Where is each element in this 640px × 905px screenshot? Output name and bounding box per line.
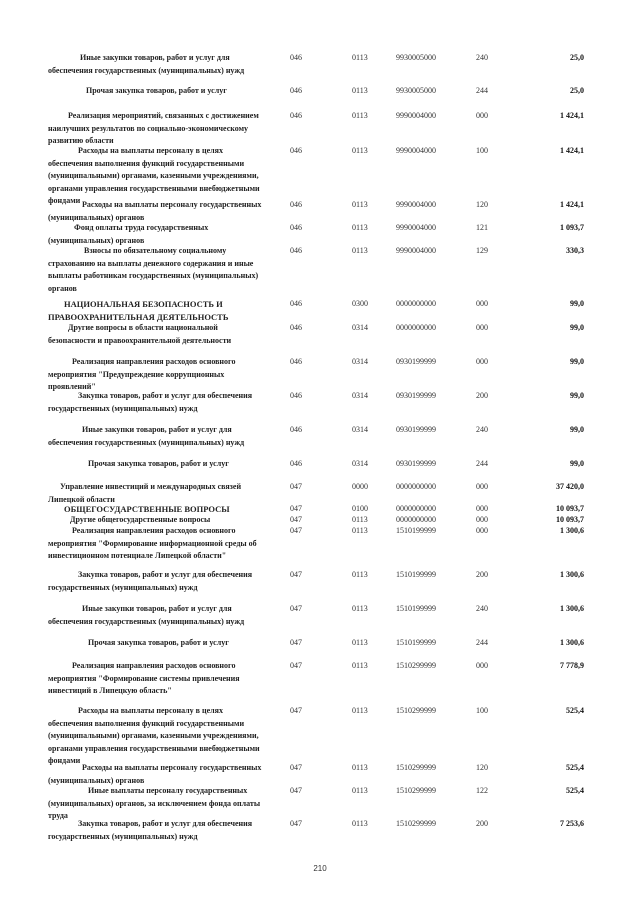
row-name: Иные выплаты персоналу государственных (муниципальных) органов, за исключением фонда оплаты труда [48, 786, 261, 820]
row-name: Реализация направления расходов основного мероприятия "Формирование информационной среды об инвестиционном потенциале Липецкой области" [48, 526, 257, 560]
row-name: НАЦИОНАЛЬНАЯ БЕЗОПАСНОСТЬ И ПРАВООХРАНИТЕЛЬНАЯ ДЕЯТЕЛЬНОСТЬ [48, 299, 229, 322]
target-code: 1510199999 [396, 604, 436, 613]
expense-type-code: 200 [476, 570, 488, 579]
row-name: Другие вопросы в области национальной безопасности и правоохранительной деятельности [48, 323, 232, 345]
row-name: Иные закупки товаров, работ и услуг для обеспечения государственных (муниципальных) нужд [48, 53, 245, 75]
section-code: 0113 [352, 570, 368, 579]
section-code: 0113 [352, 786, 368, 795]
target-code: 1510299999 [396, 706, 436, 715]
row-name: Расходы на выплаты персоналу в целях обеспечения выполнения функций государственными (муниципальными) органами, казенными учреждениями, органами управления государственными внебюджетными фондами [48, 146, 260, 205]
expense-type-code: 244 [476, 638, 488, 647]
admin-code: 046 [290, 200, 302, 209]
expense-type-code: 120 [476, 763, 488, 772]
amount: 10 093,7 [556, 515, 584, 524]
admin-code: 046 [290, 223, 302, 232]
section-code: 0300 [352, 299, 368, 308]
section-code: 0113 [352, 53, 368, 62]
admin-code: 047 [290, 786, 302, 795]
expense-type-code: 240 [476, 604, 488, 613]
expense-type-code: 240 [476, 53, 488, 62]
admin-code: 046 [290, 246, 302, 255]
row-name: Фонд оплаты труда государственных (муниципальных) органов [48, 223, 209, 245]
admin-code: 047 [290, 570, 302, 579]
amount: 99,0 [570, 323, 584, 332]
section-code: 0314 [352, 391, 368, 400]
amount: 1 300,6 [560, 638, 584, 647]
admin-code: 046 [290, 425, 302, 434]
admin-code: 047 [290, 819, 302, 828]
expense-type-code: 100 [476, 706, 488, 715]
expense-type-code: 000 [476, 357, 488, 366]
expense-type-code: 000 [476, 515, 488, 524]
target-code: 9930005000 [396, 86, 436, 95]
expense-type-code: 100 [476, 146, 488, 155]
target-code: 9990004000 [396, 223, 436, 232]
row-name: Прочая закупка товаров, работ и услуг [88, 638, 229, 647]
expense-type-code: 000 [476, 323, 488, 332]
row-name: ОБЩЕГОСУДАРСТВЕННЫЕ ВОПРОСЫ [64, 504, 230, 514]
target-code: 0000000000 [396, 482, 436, 491]
expense-type-code: 121 [476, 223, 488, 232]
section-code: 0113 [352, 604, 368, 613]
amount: 25,0 [570, 53, 584, 62]
row-name: Другие общегосударственные вопросы [70, 515, 211, 524]
target-code: 0000000000 [396, 299, 436, 308]
admin-code: 046 [290, 53, 302, 62]
amount: 1 093,7 [560, 223, 584, 232]
section-code: 0314 [352, 459, 368, 468]
expense-type-code: 200 [476, 819, 488, 828]
amount: 1 300,6 [560, 526, 584, 535]
amount: 10 093,7 [556, 504, 584, 513]
admin-code: 046 [290, 146, 302, 155]
row-name: Реализация направления расходов основного мероприятия "Предупреждение коррупционных проявлений" [48, 357, 236, 391]
target-code: 0000000000 [396, 504, 436, 513]
expense-type-code: 122 [476, 786, 488, 795]
target-code: 0000000000 [396, 323, 436, 332]
amount: 1 424,1 [560, 111, 584, 120]
target-code: 1510199999 [396, 570, 436, 579]
section-code: 0113 [352, 246, 368, 255]
section-code: 0314 [352, 425, 368, 434]
amount: 1 300,6 [560, 570, 584, 579]
row-name: Реализация мероприятий, связанных с достижением наилучших результатов по социально-экономическому развитию области [48, 111, 259, 145]
section-code: 0113 [352, 763, 368, 772]
expense-type-code: 120 [476, 200, 488, 209]
expense-type-code: 000 [476, 661, 488, 670]
admin-code: 046 [290, 111, 302, 120]
row-name: Иные закупки товаров, работ и услуг для обеспечения государственных (муниципальных) нужд [48, 604, 245, 626]
expense-type-code: 000 [476, 299, 488, 308]
section-code: 0314 [352, 357, 368, 366]
row-name: Закупка товаров, работ и услуг для обеспечения государственных (муниципальных) нужд [48, 391, 253, 413]
section-code: 0113 [352, 819, 368, 828]
admin-code: 047 [290, 638, 302, 647]
row-name: Расходы на выплаты персоналу государственных (муниципальных) органов [48, 200, 262, 222]
row-name: Иные закупки товаров, работ и услуг для обеспечения государственных (муниципальных) нужд [48, 425, 245, 447]
amount: 525,4 [566, 763, 584, 772]
target-code: 1510299999 [396, 661, 436, 670]
target-code: 9990004000 [396, 200, 436, 209]
admin-code: 047 [290, 661, 302, 670]
amount: 1 300,6 [560, 604, 584, 613]
section-code: 0314 [352, 323, 368, 332]
amount: 99,0 [570, 425, 584, 434]
amount: 525,4 [566, 706, 584, 715]
section-code: 0113 [352, 661, 368, 670]
amount: 1 424,1 [560, 146, 584, 155]
admin-code: 047 [290, 515, 302, 524]
row-name: Реализация направления расходов основного мероприятия "Формирование системы привлечения инвестиций в Липецкую область" [48, 661, 240, 695]
target-code: 1510199999 [396, 638, 436, 647]
admin-code: 046 [290, 357, 302, 366]
target-code: 9990004000 [396, 146, 436, 155]
target-code: 1510299999 [396, 763, 436, 772]
target-code: 9990004000 [396, 111, 436, 120]
target-code: 0930199999 [396, 357, 436, 366]
expense-type-code: 244 [476, 86, 488, 95]
amount: 7 778,9 [560, 661, 584, 670]
target-code: 0930199999 [396, 459, 436, 468]
amount: 7 253,6 [560, 819, 584, 828]
section-code: 0113 [352, 111, 368, 120]
admin-code: 047 [290, 504, 302, 513]
amount: 25,0 [570, 86, 584, 95]
amount: 99,0 [570, 299, 584, 308]
row-name: Расходы на выплаты персоналу в целях обеспечения выполнения функций государственными (муниципальными) органами, казенными учреждениями, органами управления государственными внебюджетными фондами [48, 706, 260, 765]
target-code: 1510199999 [396, 526, 436, 535]
section-code: 0100 [352, 504, 368, 513]
section-code: 0113 [352, 86, 368, 95]
admin-code: 046 [290, 86, 302, 95]
admin-code: 047 [290, 706, 302, 715]
admin-code: 047 [290, 763, 302, 772]
target-code: 1510299999 [396, 786, 436, 795]
admin-code: 046 [290, 391, 302, 400]
row-name: Закупка товаров, работ и услуг для обеспечения государственных (муниципальных) нужд [48, 570, 253, 592]
amount: 37 420,0 [556, 482, 584, 491]
expense-type-code: 129 [476, 246, 488, 255]
section-code: 0113 [352, 146, 368, 155]
row-name: Закупка товаров, работ и услуг для обеспечения государственных (муниципальных) нужд [48, 819, 253, 841]
expense-type-code: 240 [476, 425, 488, 434]
amount: 99,0 [570, 391, 584, 400]
section-code: 0113 [352, 526, 368, 535]
target-code: 0930199999 [396, 391, 436, 400]
amount: 525,4 [566, 786, 584, 795]
row-name: Расходы на выплаты персоналу государственных (муниципальных) органов [48, 763, 262, 785]
amount: 99,0 [570, 459, 584, 468]
section-code: 0113 [352, 706, 368, 715]
section-code: 0113 [352, 223, 368, 232]
admin-code: 047 [290, 526, 302, 535]
admin-code: 047 [290, 482, 302, 491]
row-name: Управление инвестиций и международных связей Липецкой области [48, 482, 242, 504]
target-code: 0930199999 [396, 425, 436, 434]
section-code: 0113 [352, 638, 368, 647]
amount: 330,3 [566, 246, 584, 255]
expense-type-code: 000 [476, 526, 488, 535]
target-code: 9990004000 [396, 246, 436, 255]
admin-code: 046 [290, 459, 302, 468]
section-code: 0000 [352, 482, 368, 491]
expense-type-code: 000 [476, 111, 488, 120]
amount: 99,0 [570, 357, 584, 366]
row-name: Прочая закупка товаров, работ и услуг [86, 86, 227, 95]
admin-code: 047 [290, 604, 302, 613]
row-name: Взносы по обязательному социальному страхованию на выплаты денежного содержания и иные выплаты работникам государственных (муниципальных) органов [48, 246, 259, 293]
row-name: Прочая закупка товаров, работ и услуг [88, 459, 229, 468]
section-code: 0113 [352, 515, 368, 524]
page-number: 210 [313, 864, 327, 873]
expense-type-code: 000 [476, 504, 488, 513]
target-code: 9930005000 [396, 53, 436, 62]
admin-code: 046 [290, 299, 302, 308]
expense-type-code: 000 [476, 482, 488, 491]
target-code: 0000000000 [396, 515, 436, 524]
amount: 1 424,1 [560, 200, 584, 209]
expense-type-code: 200 [476, 391, 488, 400]
target-code: 1510299999 [396, 819, 436, 828]
admin-code: 046 [290, 323, 302, 332]
expense-type-code: 244 [476, 459, 488, 468]
section-code: 0113 [352, 200, 368, 209]
